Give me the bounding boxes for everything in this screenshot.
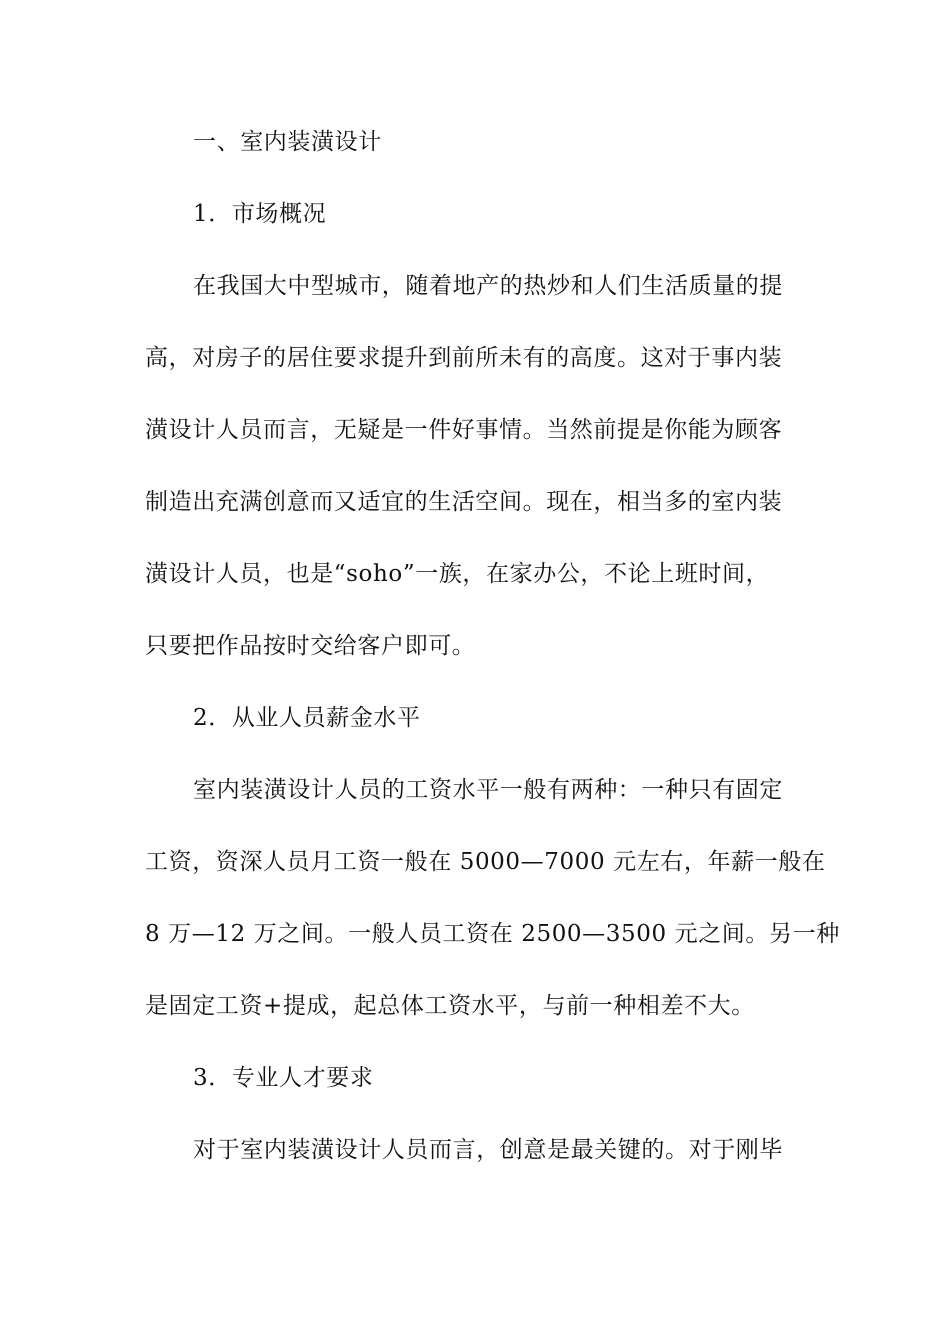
subsection-heading: 1．市场概况 xyxy=(193,201,327,227)
subsection-heading: 3．专业人才要求 xyxy=(193,1065,374,1091)
section-heading: 一、室内装潢设计 xyxy=(193,129,382,155)
paragraph-line: 对于室内装潢设计人员而言，创意是最关键的。对于刚毕 xyxy=(193,1137,783,1163)
paragraph-line: 8 万—12 万之间。一般人员工资在 2500—3500 元之间。另一种 xyxy=(145,921,840,947)
paragraph-line: 室内装潢设计人员的工资水平一般有两种：一种只有固定 xyxy=(193,777,783,803)
paragraph-line: 高，对房子的居住要求提升到前所未有的高度。这对于事内装 xyxy=(145,345,783,371)
paragraph-line: 工资，资深人员月工资一般在 5000—7000 元左右，年薪一般在 xyxy=(145,849,826,875)
paragraph-line: 在我国大中型城市，随着地产的热炒和人们生活质量的提 xyxy=(193,273,783,299)
paragraph-line: 潢设计人员而言，无疑是一件好事情。当然前提是你能为顾客 xyxy=(145,417,783,443)
paragraph-line: 制造出充满创意而又适宜的生活空间。现在，相当多的室内装 xyxy=(145,489,783,515)
paragraph-line: 只要把作品按时交给客户即可。 xyxy=(145,633,476,659)
document-page xyxy=(145,128,840,1164)
subsection-heading: 2．从业人员薪金水平 xyxy=(193,705,421,731)
paragraph-line: 潢设计人员，也是“soho”一族，在家办公，不论上班时间， xyxy=(145,561,770,587)
paragraph-line: 是固定工资+提成，起总体工资水平，与前一种相差不大。 xyxy=(145,993,755,1019)
